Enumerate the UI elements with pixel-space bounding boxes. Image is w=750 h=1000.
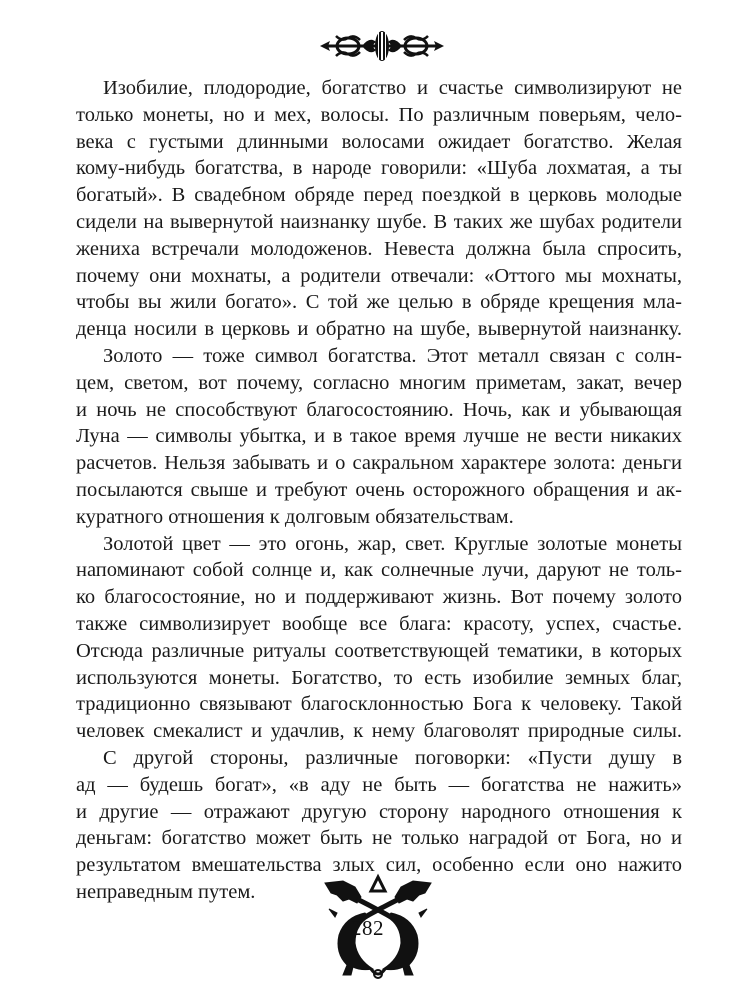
text-line: только монеты, но и мех, волосы. По различным поверьям, чело- xyxy=(76,103,682,126)
text-line: Изобилие, плодородие, богатство и счастье символизируют не xyxy=(103,77,682,99)
text-line: ад — будешь богат», «в аду не быть — богатства не нажить» xyxy=(76,773,682,796)
text-line: жениха встречали молодоженов. Невеста должна была спросить, xyxy=(76,237,682,260)
text-line: и другие — отражают другую сторону народного отношения к xyxy=(76,800,682,823)
text-line: напоминают собой солнце и, как солнечные лучи, даруют не толь- xyxy=(76,559,682,582)
text-line: и ночь не способствуют благосостоянию. Ночь, как и убывающая xyxy=(76,398,682,421)
text-line: века с густыми длинными волосами ожидает богатство. Желая xyxy=(76,130,682,153)
text-line: расчетов. Нельзя забывать и о сакральном характере золота: деньги xyxy=(76,452,682,475)
text-line: Луна — символы убытка, и в такое время лучше не вести никаких xyxy=(76,425,682,448)
text-line: человек смекалист и удачлив, к нему благоволят природные силы. xyxy=(76,720,682,743)
paragraph-2 xyxy=(76,343,682,531)
body-text xyxy=(76,75,682,906)
text-line: денца носили в церковь и обратно на шубе, вывернутой наизнанку. xyxy=(76,318,682,341)
text-line: С другой стороны, различные поговорки: «Пусти душу в xyxy=(103,746,682,769)
text-line: Золото — тоже символ богатства. Этот металл связан с солн- xyxy=(103,344,682,367)
text-line: также символизирует вообще все блага: красоту, успех, счастье. xyxy=(76,612,682,635)
text-line: куратного отношения к долговым обязательствам. xyxy=(76,505,514,528)
paragraph-3 xyxy=(76,531,682,745)
text-line: кому-нибудь богатства, в народе говорили: «Шуба лохматая, а ты xyxy=(76,157,682,180)
text-line: Отсюда различные ритуалы соответствующей тематики, в которых xyxy=(76,639,682,662)
text-line: Золотой цвет — это огонь, жар, свет. Круглые золотые монеты xyxy=(103,532,682,555)
text-line: цем, светом, вот почему, согласно многим приметам, закат, вечер xyxy=(76,371,682,394)
text-line: деньгам: богатство может быть не только наградой от Бога, но и xyxy=(76,827,682,850)
text-line: почему они мохнаты, а родители отвечали: «Оттого мы мохнаты, xyxy=(76,264,682,287)
text-line: сидели на вывернутой наизнанку шубе. В таких же шубах родители xyxy=(76,210,682,233)
page-number: 282 xyxy=(351,916,384,940)
ornament-divider-icon xyxy=(318,28,446,64)
text-line: чтобы вы жили богато». С той же целью в обряде крещения мла- xyxy=(76,291,682,314)
text-line: посылаются свыше и требуют очень осторожного обращения и ак- xyxy=(76,478,682,501)
paragraph-1 xyxy=(76,75,682,343)
text-line: ко благосостояние, но и поддерживают жизнь. Вот почему золото xyxy=(76,586,682,609)
text-line: неправедным путем. xyxy=(76,880,256,903)
text-line: богатый». В свадебном обряде перед поездкой в церковь молодые xyxy=(76,184,682,207)
text-line: результатом вмешательства злых сил, особенно если оно нажито xyxy=(76,854,682,877)
text-line: используются монеты. Богатство, то есть изобилие земных благ, xyxy=(76,666,682,689)
text-line: традиционно связывают благосклонностью Бога к человеку. Такой xyxy=(76,693,682,716)
